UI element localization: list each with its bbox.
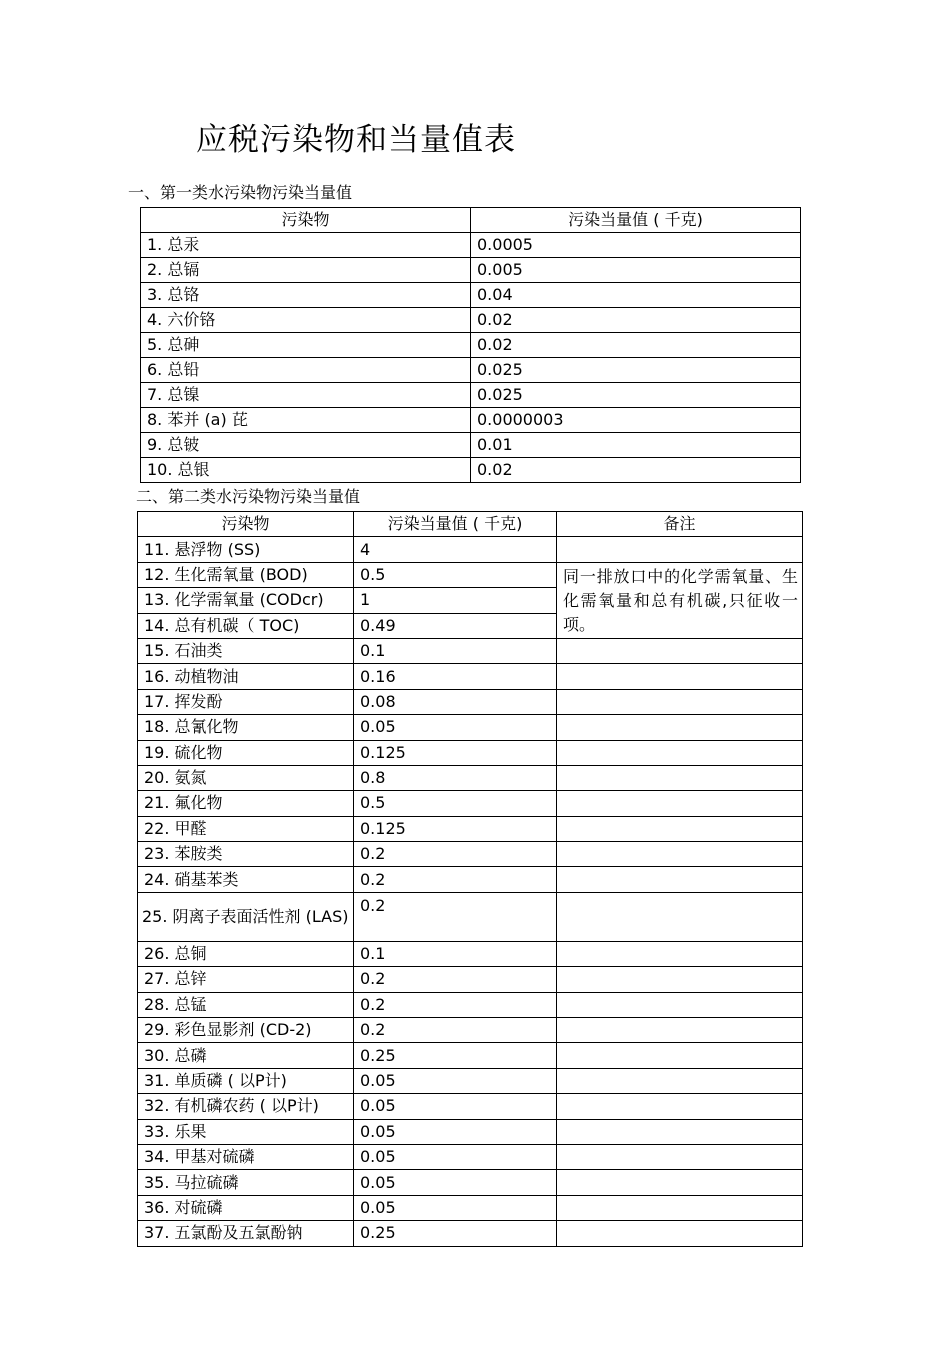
pollutant-cell: 27. 总锌 — [138, 967, 354, 992]
table-header-row — [141, 208, 801, 233]
table-row — [138, 1195, 803, 1220]
remark-cell — [557, 1018, 803, 1043]
remark-cell — [557, 1068, 803, 1093]
table-row — [138, 664, 803, 689]
pollutant-cell: 17. 挥发酚 — [138, 689, 354, 714]
value-cell: 0.05 — [354, 1094, 557, 1119]
table-row — [141, 458, 801, 483]
value-cell: 0.05 — [354, 1119, 557, 1144]
page-title: 应税污染物和当量值表 — [196, 122, 516, 158]
value-cell: 0.04 — [471, 283, 801, 308]
table-row — [138, 967, 803, 992]
remark-cell — [557, 689, 803, 714]
table-row — [138, 537, 803, 562]
value-cell: 0.02 — [471, 333, 801, 358]
pollutant-cell: 37. 五氯酚及五氯酚钠 — [138, 1221, 354, 1246]
table-row — [138, 867, 803, 892]
pollutant-cell: 4. 六价铬 — [141, 308, 471, 333]
value-cell: 0.0000003 — [471, 408, 801, 433]
table-row — [141, 258, 801, 283]
column-header-equivalent: 污染当量值 ( 千克) — [471, 208, 801, 233]
remark-cell — [557, 1221, 803, 1246]
pollutant-cell: 29. 彩色显影剂 (CD-2) — [138, 1018, 354, 1043]
pollutant-cell: 20. 氨氮 — [138, 765, 354, 790]
value-cell: 0.8 — [354, 765, 557, 790]
pollutant-cell: 36. 对硫磷 — [138, 1195, 354, 1220]
pollutant-cell: 26. 总铜 — [138, 941, 354, 966]
remark-cell — [557, 941, 803, 966]
pollutant-cell: 22. 甲醛 — [138, 816, 354, 841]
table-row — [138, 941, 803, 966]
table-row — [138, 1144, 803, 1169]
table-row — [138, 1043, 803, 1068]
pollutant-cell: 21. 氟化物 — [138, 791, 354, 816]
column-header-remark: 备注 — [557, 512, 803, 537]
remark-cell — [557, 1144, 803, 1169]
table-row — [141, 283, 801, 308]
value-cell: 0.25 — [354, 1221, 557, 1246]
remark-cell — [557, 992, 803, 1017]
pollutant-cell: 9. 总铍 — [141, 433, 471, 458]
table-row — [138, 1018, 803, 1043]
pollutant-cell: 3. 总铬 — [141, 283, 471, 308]
value-cell: 0.2 — [354, 992, 557, 1017]
value-cell: 0.08 — [354, 689, 557, 714]
value-cell: 0.25 — [354, 1043, 557, 1068]
value-cell: 0.49 — [354, 613, 557, 638]
pollutant-cell: 16. 动植物油 — [138, 664, 354, 689]
pollutant-cell: 32. 有机磷农药 ( 以P计) — [138, 1094, 354, 1119]
table-row — [141, 308, 801, 333]
value-cell: 0.01 — [471, 433, 801, 458]
value-cell: 0.2 — [354, 1018, 557, 1043]
value-cell: 0.125 — [354, 816, 557, 841]
pollutant-cell: 24. 硝基苯类 — [138, 867, 354, 892]
pollutant-cell: 18. 总氰化物 — [138, 715, 354, 740]
section2-heading: 二、第二类水污染物污染当量值 — [136, 487, 361, 506]
remark-cell — [557, 664, 803, 689]
remark-cell — [557, 842, 803, 867]
remark-cell — [557, 1119, 803, 1144]
table-row — [138, 1221, 803, 1246]
table-row — [138, 842, 803, 867]
table-row — [138, 689, 803, 714]
table-row — [138, 1170, 803, 1195]
pollutant-cell: 1. 总汞 — [141, 233, 471, 258]
pollutant-cell: 14. 总有机碳（ TOC) — [138, 613, 354, 638]
value-cell: 0.025 — [471, 383, 801, 408]
pollutant-cell: 12. 生化需氧量 (BOD) — [138, 562, 354, 587]
pollutant-cell: 7. 总镍 — [141, 383, 471, 408]
remark-cell — [557, 638, 803, 663]
pollutant-cell: 28. 总锰 — [138, 992, 354, 1017]
value-cell: 0.02 — [471, 308, 801, 333]
table-row — [138, 740, 803, 765]
remark-cell — [557, 1195, 803, 1220]
value-cell: 0.2 — [354, 842, 557, 867]
value-cell: 0.0005 — [471, 233, 801, 258]
value-cell: 0.1 — [354, 941, 557, 966]
value-cell: 0.02 — [471, 458, 801, 483]
pollutant-cell: 19. 硫化物 — [138, 740, 354, 765]
remark-cell — [557, 1043, 803, 1068]
pollutant-cell: 6. 总铅 — [141, 358, 471, 383]
remark-cell — [557, 740, 803, 765]
table-row — [138, 791, 803, 816]
table-row — [141, 433, 801, 458]
value-cell: 0.05 — [354, 1068, 557, 1093]
pollutant-cell: 31. 单质磷 ( 以P计) — [138, 1068, 354, 1093]
remark-cell — [557, 791, 803, 816]
table-row — [141, 408, 801, 433]
table-row — [138, 638, 803, 663]
pollutant-cell: 10. 总银 — [141, 458, 471, 483]
section1-heading: 一、第一类水污染物污染当量值 — [128, 183, 353, 202]
table-row — [138, 816, 803, 841]
column-header-equivalent: 污染当量值 ( 千克) — [354, 512, 557, 537]
remark-cell — [557, 715, 803, 740]
pollutant-cell: 8. 苯并 (a) 芘 — [141, 408, 471, 433]
table-class2-pollutants — [137, 511, 803, 1247]
remark-cell — [557, 816, 803, 841]
remark-cell — [557, 967, 803, 992]
column-header-pollutant: 污染物 — [141, 208, 471, 233]
table-row — [138, 1068, 803, 1093]
value-cell: 0.2 — [354, 867, 557, 892]
table-header-row — [138, 512, 803, 537]
value-cell: 0.16 — [354, 664, 557, 689]
value-cell: 0.025 — [471, 358, 801, 383]
table-row — [141, 333, 801, 358]
remark-cell — [557, 537, 803, 562]
remark-cell — [557, 1094, 803, 1119]
value-cell: 0.5 — [354, 562, 557, 587]
value-cell: 0.05 — [354, 1170, 557, 1195]
table-row — [138, 1094, 803, 1119]
table-row — [138, 992, 803, 1017]
pollutant-cell: 30. 总磷 — [138, 1043, 354, 1068]
table-row — [141, 233, 801, 258]
table-row — [138, 715, 803, 740]
table-row — [141, 383, 801, 408]
value-cell: 0.1 — [354, 638, 557, 663]
pollutant-cell: 13. 化学需氧量 (CODcr) — [138, 588, 354, 613]
pollutant-cell: 23. 苯胺类 — [138, 842, 354, 867]
value-cell: 0.5 — [354, 791, 557, 816]
value-cell: 0.05 — [354, 715, 557, 740]
value-cell: 0.005 — [471, 258, 801, 283]
pollutant-cell: 35. 马拉硫磷 — [138, 1170, 354, 1195]
value-cell: 0.2 — [354, 967, 557, 992]
table-row — [141, 358, 801, 383]
pollutant-cell: 2. 总镉 — [141, 258, 471, 283]
column-header-pollutant: 污染物 — [138, 512, 354, 537]
remark-cell — [557, 1170, 803, 1195]
value-cell: 0.05 — [354, 1195, 557, 1220]
table-row — [138, 765, 803, 790]
pollutant-cell: 15. 石油类 — [138, 638, 354, 663]
table-class1-pollutants — [140, 207, 801, 483]
value-cell: 0.05 — [354, 1144, 557, 1169]
table-row — [138, 1119, 803, 1144]
pollutant-cell: 5. 总砷 — [141, 333, 471, 358]
value-cell: 0.125 — [354, 740, 557, 765]
remark-cell-merged: 同一排放口中的化学需氧量、生化需氧量和总有机碳,只征收一项。 — [557, 562, 803, 638]
pollutant-cell: 25. 阴离子表面活性剂 (LAS) — [138, 892, 354, 941]
remark-cell — [557, 765, 803, 790]
table-row — [138, 562, 803, 587]
pollutant-cell: 33. 乐果 — [138, 1119, 354, 1144]
value-cell: 4 — [354, 537, 557, 562]
value-cell: 1 — [354, 588, 557, 613]
pollutant-cell: 34. 甲基对硫磷 — [138, 1144, 354, 1169]
remark-cell — [557, 867, 803, 892]
table-row — [138, 892, 803, 941]
remark-cell — [557, 892, 803, 941]
pollutant-cell: 11. 悬浮物 (SS) — [138, 537, 354, 562]
value-cell: 0.2 — [354, 892, 557, 941]
